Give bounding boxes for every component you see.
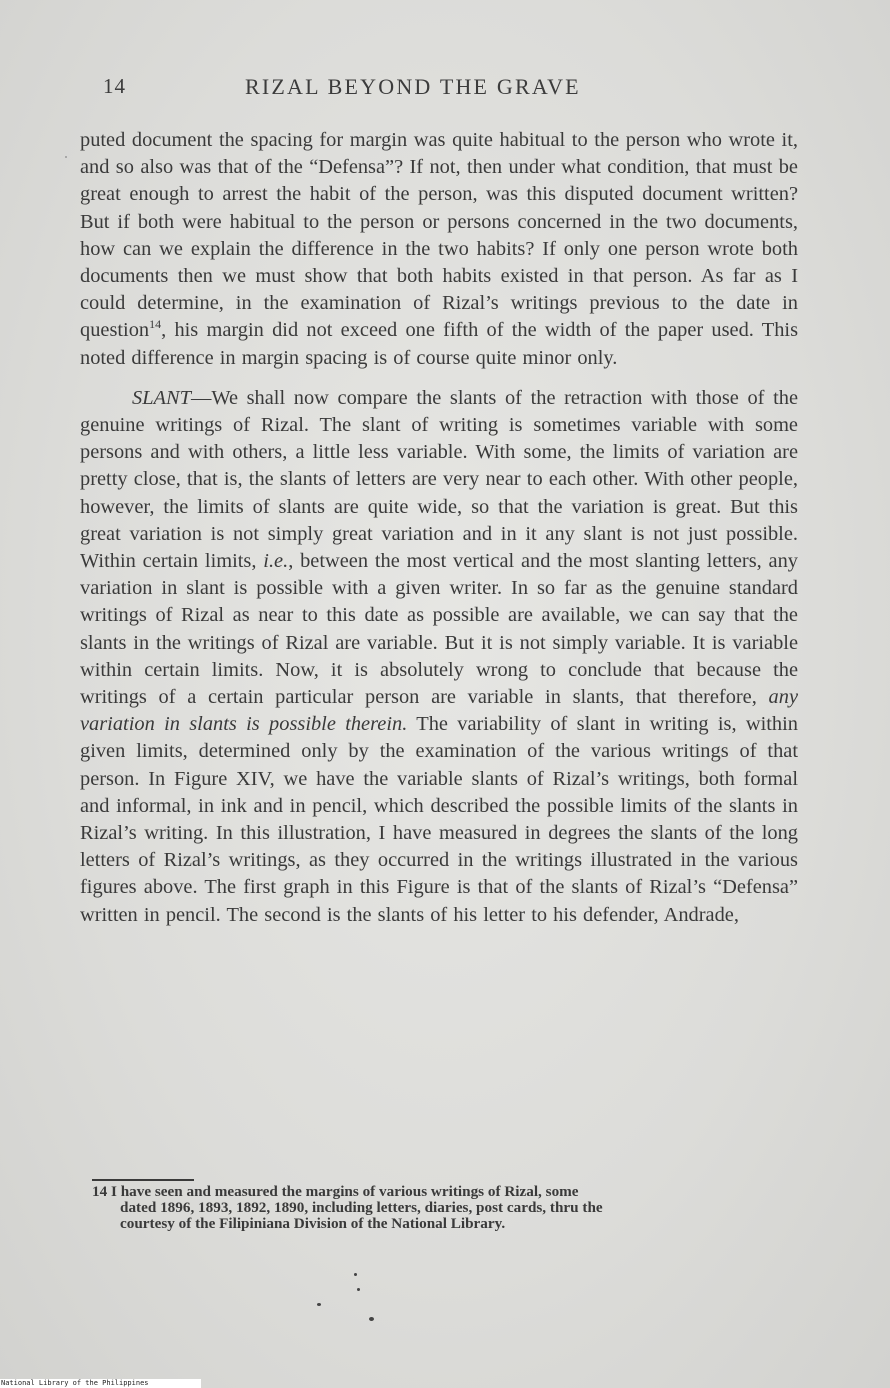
paragraph-margin-end: , his margin did not exceed one fifth of the width of the paper used. This noted difference in margin spacing is of course quite minor only. xyxy=(80,319,798,369)
footnote-ref: 14 xyxy=(149,317,162,332)
ie-abbrev: i.e. xyxy=(263,550,289,573)
footnote xyxy=(92,1184,802,1232)
library-credit: National Library of the Philippines xyxy=(0,1379,201,1388)
paragraph-slant-text-b: , between the most vertical and the most slanting letters, any variation in slant is possible with a given writer. In so far as the genuine standard writings of Rizal as near to this date as possible are available, we can say that the slants in the writings of Rizal are variable. But it is not simply variable. It is variable within certain limits. Now, it is absolutely wrong to conclude that because the writings of a certain particular person are variable in slants, that therefore, xyxy=(80,550,798,709)
paper-speck xyxy=(354,1273,357,1276)
paper-speck xyxy=(317,1303,321,1306)
paper-speck xyxy=(357,1288,360,1291)
running-title: RIZAL BEYOND THE GRAVE xyxy=(245,74,581,99)
paper-speck xyxy=(369,1317,374,1321)
paragraph-slant xyxy=(80,385,798,929)
body-text xyxy=(80,127,798,929)
page-number: 14 xyxy=(103,74,126,98)
footnote-line-2: dated 1896, 1893, 1892, 1890, including letters, diaries, post cards, thru the xyxy=(120,1199,603,1216)
emphasis-phrase: any variation in slants is possible therein. xyxy=(80,686,798,736)
footnote-line-3: courtesy of the Filipiniana Division of the National Library. xyxy=(120,1215,506,1232)
paper-speck xyxy=(65,156,67,158)
slant-heading: SLANT xyxy=(132,386,191,409)
paragraph-margin xyxy=(80,127,798,372)
footnote-line-1: 14 I have seen and measured the margins of various writings of Rizal, some xyxy=(92,1183,579,1200)
paragraph-slant-text-c: The variability of slant in writing is, within given limits, determined only by the examination of the various writings of that person. In Figure XIV, we have the variable slants of Rizal’s writings, both formal and informal, in ink and in pencil, which described the possible limits of the slants in Rizal’s writing. In this illustration, I have measured in degrees the slants of the long letters of Rizal’s writings, as they occurred in the writings illustrated in the various figures above. The first graph in this Figure is that of the slants of Rizal’s “Defensa” written in pencil. The second is the slants of his letter to his defender, Andrade, xyxy=(80,713,798,926)
paragraph-slant-text-a: —We shall now compare the slants of the retraction with those of the genuine writings of Rizal. The slant of writing is sometimes variable with some persons and with others, a little less variable. With some, the limits of variation are pretty close, that is, the slants of letters are very near to each other. With other people, however, the limits of slants are quite wide, so that the variation is great. But this great variation is not simply great variation and in it any slant is not just possible. Within certain limits, xyxy=(80,386,798,573)
footnote-rule xyxy=(92,1179,194,1181)
paragraph-margin-text: puted document the spacing for margin was quite habitual to the person who wrote it, and so also was that of the “Defensa”? If not, then under what condition, that must be great enough to arrest the habit of the person, was this disputed document written? But if both were habitual to the person or persons concerned in the two documents, how can we explain the difference in the two habits? If only one person wrote both documents then we must show that both habits existed in that person. As far as I could determine, in the examination of Rizal’s writings previous to the date in question xyxy=(80,129,798,342)
page-header xyxy=(0,74,890,108)
